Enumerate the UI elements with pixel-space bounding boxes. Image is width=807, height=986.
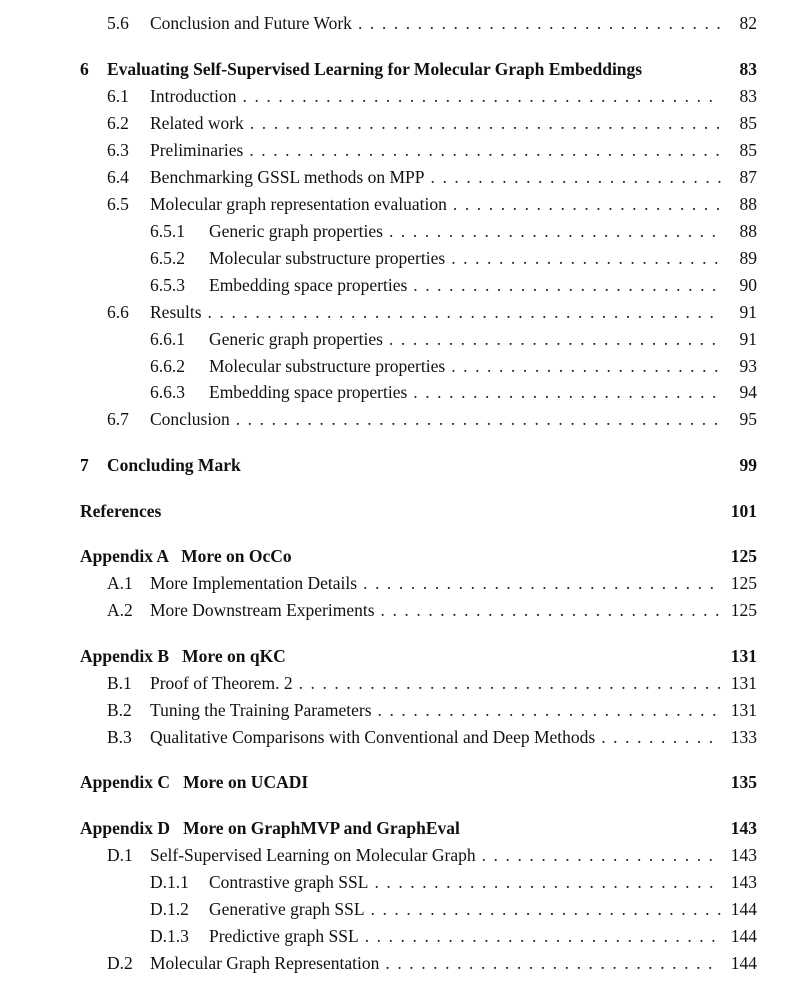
toc-entry-page: 133 bbox=[730, 727, 757, 747]
toc-entry[interactable] bbox=[0, 12, 757, 34]
toc-entry[interactable] bbox=[0, 193, 757, 215]
toc-entry-title: Proof of Theorem. 2 bbox=[150, 673, 293, 693]
toc-entry-number: 6.4 bbox=[107, 167, 129, 187]
toc-entry-title: Molecular Graph Representation bbox=[150, 953, 380, 973]
toc-entry-page: 125 bbox=[730, 600, 757, 620]
toc-leader-dots bbox=[451, 247, 721, 269]
toc-entry-page: 85 bbox=[739, 140, 757, 160]
toc-entry-page: 143 bbox=[730, 818, 757, 838]
toc-entry[interactable] bbox=[0, 274, 757, 296]
toc-entry-number: 6.5 bbox=[107, 194, 129, 214]
toc-entry-number: A.1 bbox=[107, 573, 133, 593]
toc-entry-title: Results bbox=[150, 302, 202, 322]
toc-entry[interactable] bbox=[0, 139, 757, 161]
toc-leader-dots bbox=[299, 672, 721, 694]
toc-entry-title: Molecular graph representation evaluation bbox=[150, 194, 447, 214]
toc-entry-number: 6.5.3 bbox=[150, 275, 185, 295]
toc-entry-number: 6.5.2 bbox=[150, 248, 185, 268]
toc-entry-title: Benchmarking GSSL methods on MPP bbox=[150, 167, 425, 187]
toc-entry-page: 90 bbox=[739, 275, 757, 295]
toc-entry[interactable] bbox=[0, 301, 757, 323]
toc-entry-number: 6 bbox=[80, 59, 89, 79]
toc-entry[interactable] bbox=[0, 247, 757, 269]
toc-entry[interactable] bbox=[0, 220, 757, 242]
toc-entry[interactable] bbox=[0, 454, 757, 476]
toc-entry-number: B.1 bbox=[107, 673, 132, 693]
toc-leader-dots bbox=[451, 355, 721, 377]
toc-entry-page: 91 bbox=[739, 302, 757, 322]
toc-entry[interactable] bbox=[0, 817, 757, 839]
toc-entry-page: 87 bbox=[739, 167, 757, 187]
toc-entry[interactable] bbox=[0, 58, 757, 80]
toc-entry-page: 131 bbox=[730, 673, 757, 693]
toc-entry-title: Conclusion bbox=[150, 409, 230, 429]
toc-entry-number: 7 bbox=[80, 455, 89, 475]
toc-entry[interactable] bbox=[0, 381, 757, 403]
toc-entry-page: 125 bbox=[730, 573, 757, 593]
toc-leader-dots bbox=[358, 12, 721, 34]
toc-entry-page: 99 bbox=[739, 455, 757, 475]
toc-entry-title: Preliminaries bbox=[150, 140, 244, 160]
toc-entry-title: Appendix D More on GraphMVP and GraphEval bbox=[80, 818, 460, 838]
toc-entry[interactable] bbox=[0, 871, 757, 893]
toc-entry-page: 93 bbox=[739, 356, 757, 376]
toc-entry-number: B.3 bbox=[107, 727, 132, 747]
toc-entry-title: Molecular substructure properties bbox=[209, 356, 446, 376]
toc-entry-number: D.1.3 bbox=[150, 926, 189, 946]
toc-entry-number: D.2 bbox=[107, 953, 133, 973]
toc-entry[interactable] bbox=[0, 672, 757, 694]
toc-leader-dots bbox=[453, 193, 721, 215]
toc-entry-title: More Implementation Details bbox=[150, 573, 358, 593]
toc-entry-number: 5.6 bbox=[107, 13, 129, 33]
toc-entry-title: Evaluating Self-Supervised Learning for Molecular Graph Embeddings bbox=[107, 59, 643, 79]
toc-entry-page: 83 bbox=[739, 59, 757, 79]
toc-entry-title: Tuning the Training Parameters bbox=[150, 700, 372, 720]
toc-entry-title: Generative graph SSL bbox=[209, 899, 365, 919]
toc-entry[interactable] bbox=[0, 726, 757, 748]
toc-leader-dots bbox=[413, 274, 721, 296]
toc-entry-title: Appendix C More on UCADI bbox=[80, 772, 309, 792]
toc-entry-number: 6.1 bbox=[107, 86, 129, 106]
toc-leader-dots bbox=[243, 85, 721, 107]
toc-entry-title: Introduction bbox=[150, 86, 237, 106]
toc-entry-page: 131 bbox=[730, 700, 757, 720]
toc-leader-dots bbox=[385, 952, 721, 974]
toc-leader-dots bbox=[371, 898, 721, 920]
toc-leader-dots bbox=[208, 301, 721, 323]
toc-entry-page: 85 bbox=[739, 113, 757, 133]
toc-entry-page: 91 bbox=[739, 329, 757, 349]
toc-entry[interactable] bbox=[0, 545, 757, 567]
toc-entry[interactable] bbox=[0, 771, 757, 793]
toc-entry[interactable] bbox=[0, 408, 757, 430]
toc-entry-title: Concluding Mark bbox=[107, 455, 241, 475]
toc-entry-page: 131 bbox=[730, 646, 757, 666]
toc-leader-dots bbox=[250, 112, 721, 134]
toc-entry[interactable] bbox=[0, 952, 757, 974]
toc-entry-page: 88 bbox=[739, 194, 757, 214]
toc-entry-page: 101 bbox=[730, 501, 757, 521]
toc-entry-title: Embedding space properties bbox=[209, 382, 408, 402]
toc-entry-page: 94 bbox=[739, 382, 757, 402]
toc-entry[interactable] bbox=[0, 898, 757, 920]
toc-entry-number: D.1.2 bbox=[150, 899, 189, 919]
toc-entry[interactable] bbox=[0, 500, 757, 522]
toc-entry[interactable] bbox=[0, 85, 757, 107]
toc-entry[interactable] bbox=[0, 572, 757, 594]
toc-leader-dots bbox=[389, 328, 721, 350]
toc-entry-title: Molecular substructure properties bbox=[209, 248, 446, 268]
toc-entry[interactable] bbox=[0, 844, 757, 866]
toc-entry-number: 6.3 bbox=[107, 140, 129, 160]
toc-leader-dots bbox=[413, 381, 721, 403]
toc-entry-page: 88 bbox=[739, 221, 757, 241]
toc-leader-dots bbox=[378, 699, 721, 721]
toc-leader-dots bbox=[431, 166, 722, 188]
toc-entry-title: References bbox=[80, 501, 162, 521]
toc-leader-dots bbox=[381, 599, 721, 621]
toc-leader-dots bbox=[249, 139, 721, 161]
toc-leader-dots bbox=[365, 925, 721, 947]
toc-entry[interactable] bbox=[0, 925, 757, 947]
toc-entry-title: Related work bbox=[150, 113, 244, 133]
toc-entry[interactable] bbox=[0, 328, 757, 350]
toc-entry-number: B.2 bbox=[107, 700, 132, 720]
toc-entry-page: 82 bbox=[739, 13, 757, 33]
toc-entry-page: 144 bbox=[730, 926, 757, 946]
toc-entry[interactable] bbox=[0, 599, 757, 621]
toc-entry-title: Generic graph properties bbox=[209, 221, 383, 241]
toc-entry-page: 135 bbox=[730, 772, 757, 792]
toc-entry-page: 95 bbox=[739, 409, 757, 429]
toc-leader-dots bbox=[374, 871, 721, 893]
toc-entry-number: D.1.1 bbox=[150, 872, 189, 892]
toc-entry[interactable] bbox=[0, 112, 757, 134]
toc-entry-title: More Downstream Experiments bbox=[150, 600, 375, 620]
toc-entry-number: 6.7 bbox=[107, 409, 129, 429]
toc-entry[interactable] bbox=[0, 699, 757, 721]
toc-entry-title: Embedding space properties bbox=[209, 275, 408, 295]
toc-entry-title: Conclusion and Future Work bbox=[150, 13, 352, 33]
toc-entry-number: 6.6.2 bbox=[150, 356, 185, 376]
toc-leader-dots bbox=[236, 408, 721, 430]
toc-entry-number: 6.6.3 bbox=[150, 382, 185, 402]
toc-leader-dots bbox=[601, 726, 721, 748]
toc-entry-page: 83 bbox=[739, 86, 757, 106]
toc-entry-page: 143 bbox=[730, 845, 757, 865]
toc-entry-title: Appendix B More on qKC bbox=[80, 646, 286, 666]
toc-entry-title: Qualitative Comparisons with Conventional and Deep Methods bbox=[150, 727, 596, 747]
toc-entry-title: Predictive graph SSL bbox=[209, 926, 359, 946]
toc-entry-number: D.1 bbox=[107, 845, 133, 865]
toc-entry-title: Contrastive graph SSL bbox=[209, 872, 369, 892]
toc-entry-number: 6.5.1 bbox=[150, 221, 185, 241]
toc-entry-number: A.2 bbox=[107, 600, 133, 620]
toc-leader-dots bbox=[389, 220, 721, 242]
toc-entry-number: 6.6.1 bbox=[150, 329, 185, 349]
toc-entry-title: Generic graph properties bbox=[209, 329, 383, 349]
toc-entry-title: Appendix A More on OcCo bbox=[80, 546, 292, 566]
toc-entry-page: 144 bbox=[730, 899, 757, 919]
toc-entry[interactable] bbox=[0, 645, 757, 667]
toc-leader-dots bbox=[482, 844, 721, 866]
toc-entry-title: Self-Supervised Learning on Molecular Graph bbox=[150, 845, 476, 865]
toc-entry-page: 125 bbox=[730, 546, 757, 566]
toc-entry-page: 144 bbox=[730, 953, 757, 973]
toc-entry[interactable] bbox=[0, 355, 757, 377]
toc-entry-number: 6.6 bbox=[107, 302, 129, 322]
toc-entry-number: 6.2 bbox=[107, 113, 129, 133]
toc-entry-page: 89 bbox=[739, 248, 757, 268]
toc-entry-page: 143 bbox=[730, 872, 757, 892]
toc-entry[interactable] bbox=[0, 166, 757, 188]
toc-leader-dots bbox=[363, 572, 721, 594]
